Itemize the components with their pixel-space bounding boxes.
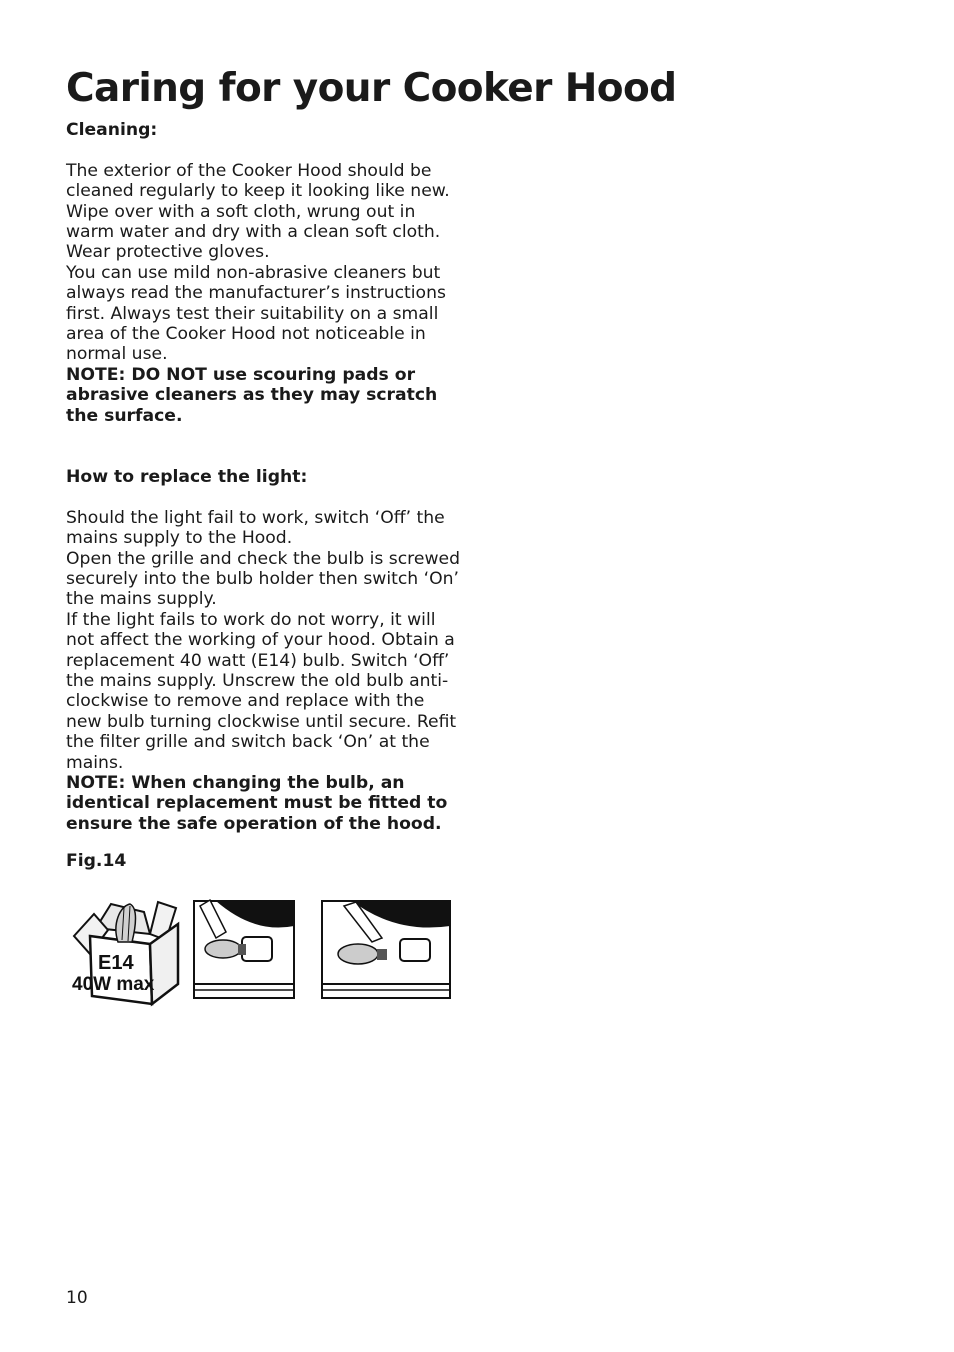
light-section <box>66 467 461 834</box>
page-number: 10 <box>66 1288 88 1308</box>
light-paragraph: Open the grille and check the bulb is screwed securely into the bulb holder then switch ‘On’ the mains supply. <box>66 548 460 610</box>
cleaning-heading: Cleaning: <box>66 120 158 140</box>
box-label-e14: E14 <box>98 952 134 974</box>
cleaning-paragraph: You can use mild non-abrasive cleaners but always read the manufacturer’s instructions first. Always test their suitability on a small area of the Cooker Hood not noticeable in normal use. <box>66 262 446 365</box>
cleaning-note: NOTE: DO NOT use scouring pads or abrasive cleaners as they may scratch the surface. <box>66 364 438 426</box>
cleaning-section <box>66 120 461 426</box>
light-note: NOTE: When changing the bulb, an identical replacement must be fitted to ensure the safe operation of the hood. <box>66 773 448 834</box>
fit-bulb-illustration <box>322 901 450 998</box>
box-label-40w-max: 40W max <box>72 974 155 995</box>
light-paragraph: If the light fails to work do not worry, it will not affect the working of your hood. Obtain a replacement 40 watt (E14) bulb. Switch ‘Off’ the mains supply. Unscrew the old bulb anti-clockwise to remove and replace with the new bulb turning clockwise until secure. Refit the filter grille and switch back ‘On’ at the mains. <box>66 609 457 773</box>
page-title: Caring for your Cooker Hood <box>66 66 677 111</box>
cleaning-paragraph: The exterior of the Cooker Hood should be cleaned regularly to keep it looking like new. Wipe over with a soft cloth, wrung out in warm water and dry with a clean soft cloth. Wear protective gloves. <box>66 160 450 263</box>
bulb-replacement-figure <box>66 884 456 1014</box>
bulb-box-illustration <box>72 902 178 1004</box>
light-heading: How to replace the light: <box>66 467 308 487</box>
remove-bulb-illustration <box>194 900 294 998</box>
figure-label: Fig.14 <box>66 851 127 871</box>
light-paragraph: Should the light fail to work, switch ‘Off’ the mains supply to the Hood. <box>66 507 445 549</box>
